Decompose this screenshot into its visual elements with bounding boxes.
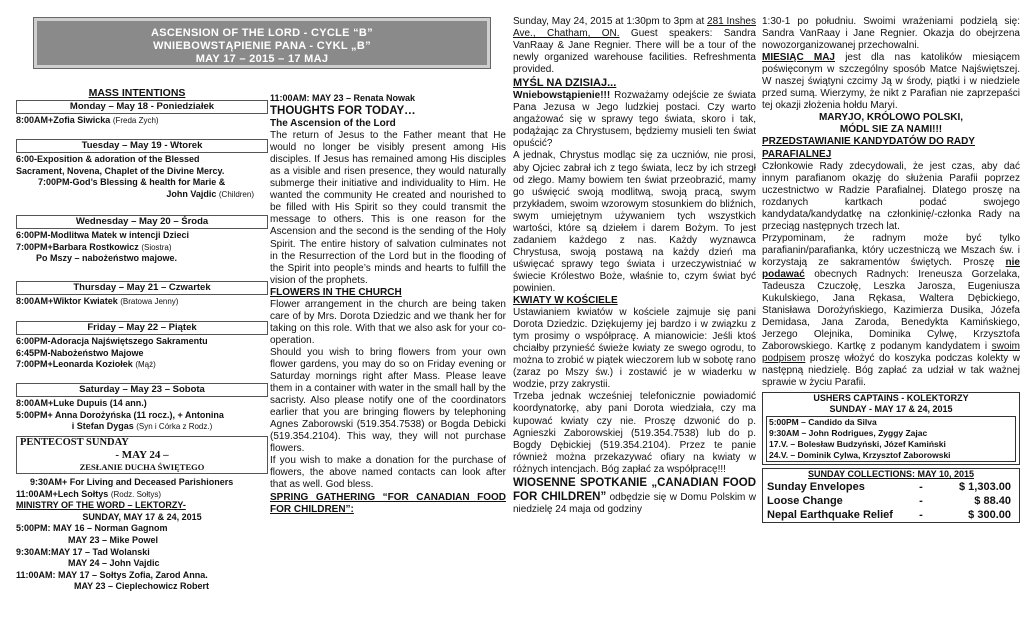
collection-row: Nepal Earthquake Relief - $ 300.00 <box>767 509 1011 522</box>
mass-intentions-title: MASS INTENTIONS <box>88 87 186 99</box>
monday-block <box>16 100 268 127</box>
rady-paragraph-2: Przypominam, że radnym może być tylko parafianin/parafianka, który uczestniczą we Mszach św. i korzystają ze sakramentów świętych. Proszę nie podawać obecnych Radnych: Ireneusza Gorzelaka, Tadeusza Czuczołę, Leszka Jarosza, Eugeniusza Kukulskiego, Jana Rękasa, Waltera Dębickiego, Stanisława Dorożyńskiego, Kazimierza Dusika, Józefa Demidasa, Jana Zaroda, Benedykta Kamińskiego, Jerzego Olejnika, Dominika Cylwę, Krzysztofa Zaborowskiego. Kartkę z podanym kandydatem i swoim podpisem proszę włożyć do koszyka podczas kolekty w następną niedzielę. Bóg zapłać za udział w tak ważnej sprawie w życiu Parafii. <box>762 232 1020 389</box>
lector-line: 9:30AM:MAY 17 – Tad Wolanski <box>16 546 150 557</box>
lector-line: MAY 23 – Mike Powel <box>68 534 159 545</box>
day-header-tuesday: Tuesday – May 19 - Wtorek <box>16 139 268 153</box>
flowers-heading: FLOWERS IN THE CHURCH <box>270 286 402 298</box>
saturday-block <box>16 383 268 433</box>
lectors-heading: MINISTRY OF THE WORD – LEKTORZY- <box>16 500 186 511</box>
intention-line: 7:00PM+Barbara Rostkowicz (Siostra) <box>16 241 172 252</box>
tuesday-block <box>16 139 268 200</box>
collection-row: Loose Change - $ 88.40 <box>767 495 1011 508</box>
ascension-heading: The Ascension of the Lord <box>270 118 396 130</box>
lector-line: 11:00AM: MAY 17 – Sołtys Zofia, Zarod Anna. <box>16 569 208 580</box>
spring-gathering-details: Sunday, May 24, 2015 at 1:30pm to 3pm at 281 Inshes Ave., Chatham, ON. Guest speakers: Sandra VanRaay & Jane Regnier. There will be a tour of the newly organized warehouse facilities. Refreshmenta provided. <box>513 16 756 76</box>
collection-row: Sunday Envelopes - $ 1,303.00 <box>767 481 1011 494</box>
sunday-block <box>16 477 268 593</box>
collections-box <box>762 468 1020 523</box>
intention-line: 6:00PM-Modlitwa Matek w intencji Dzieci <box>16 230 190 240</box>
lectors-date: SUNDAY, MAY 17 & 24, 2015 <box>82 511 202 522</box>
usher-line: 17.V. – Bolesław Budzyński, Józef Kamiński <box>769 439 946 450</box>
usher-line: 9:30AM – John Rodrigues, Zyggy Zajac <box>769 428 928 439</box>
intention-line: Sacrament, Novena, Chaplet of the Divine Mercy. <box>16 165 225 176</box>
usher-line: 24.V. – Dominik Cylwa, Krzysztof Zaborowski <box>769 450 951 461</box>
polish-articles-column <box>513 0 756 622</box>
mass-intentions-column <box>6 0 268 622</box>
spring-gathering-heading: SPRING GATHERING “FOR CANADIAN FOOD FOR CHILDREN”: <box>270 491 506 515</box>
pentecost-date: - MAY 24 – <box>115 449 169 461</box>
intention-line: 8:00AM+Zofia Siwicka (Freda Zych) <box>16 115 159 125</box>
flowers-paragraph-3: If you wish to make a donation for the purchase of flowers, the above named contacts can look after that as well. God bless. <box>270 455 506 491</box>
ushers-date: SUNDAY - MAY 17 & 24, 2015 <box>829 404 953 415</box>
friday-block <box>16 321 268 371</box>
usher-line: 5:00PM – Candido da Silva <box>769 417 877 428</box>
header-line-2: WNIEBOWSTĄPIENIE PANA - CYKL „B” <box>153 40 371 52</box>
lector-line: MAY 23 – Cieplechowicz Robert <box>74 581 210 592</box>
collections-title: SUNDAY COLLECTIONS: MAY 10, 2015 <box>807 469 975 480</box>
rady-heading: PRZEDSTAWIANIE KANDYDATÓW DO RADY PARAFIALNEJ <box>762 136 975 160</box>
maryjo-line-1: MARYJO, KRÓLOWO POLSKI, <box>818 112 964 124</box>
mysl-paragraph-1: Wniebowstąpienie!!! Rozważamy odejście ze świata Pana Jezusa w Jego ludzkiej postaci. Czy warto angażować się w sprawy tego świata, skoro i tak, podążając za Chrystusem, będziemy musieli ten świat opuścić? <box>513 90 756 150</box>
thoughts-heading: THOUGHTS FOR TODAY… <box>270 105 416 118</box>
intention-line: 6:45PM-Nabożeństwo Majowe <box>16 347 144 358</box>
intention-line: 11:00AM+Lech Sołtys (Rodz. Sołtys) <box>16 488 162 499</box>
reader-line: 11:00AM: MAY 23 – Renata Nowak <box>270 93 416 103</box>
intention-line: 9:30AM+ For Living and Deceased Parishioners <box>30 477 234 487</box>
kwiaty-heading: KWIATY W KOŚCIELE <box>513 295 618 307</box>
maryjo-line-2: MÓDL SIE ZA NAMI!!! <box>839 124 943 136</box>
english-articles-column <box>270 0 506 622</box>
intention-line: Po Mszy – nabożeństwo majowe. <box>36 253 178 264</box>
ushers-box <box>762 392 1020 465</box>
intention-line: 7:00PM-God’s Blessing & health for Marie & <box>38 177 226 188</box>
day-header-wednesday: Wednesday – May 20 – Środa <box>16 215 268 229</box>
day-header-friday: Friday – May 22 – Piątek <box>16 321 268 335</box>
intention-line: 5:00PM+ Anna Dorożyńska (11 rocz.), + Antonina <box>16 409 224 420</box>
intention-line: 7:00PM+Leonarda Koziołek (Mąż) <box>16 359 156 370</box>
mysl-heading: MYŚL NA DZISIAJ... <box>513 77 617 90</box>
ushers-title: USHERS CAPTAINS - KOLEKTORZY <box>813 393 969 404</box>
day-header-saturday: Saturday – May 23 – Sobota <box>16 383 268 397</box>
pentecost-polish: ZESŁANIE DUCHA ŚWIĘTEGO <box>79 462 205 472</box>
flowers-paragraph-2: Should you wish to bring flowers from your own flower gardens, you may do so on Friday evening or Saturday mornings right after Mass. Please leave them in a container with water in the small hall by the sacristy. Also please notify one of the coordinators earlier that you are bringing flowers by telephoning Agnes Zaborowski (519.354.7538) or Bogda Debicki (519.354.2104). This way, they will not purchase flowers. <box>270 346 506 455</box>
flowers-paragraph-1: Flower arrangement in the church are being taken care of by Mrs. Dorota Dziedzic and we thank her for taking on this role. With that we also ask for your co-operation. <box>270 298 506 346</box>
intention-line: i Stefan Dygas (Syn i Córka z Rodz.) <box>71 421 213 432</box>
thursday-block <box>16 281 268 308</box>
kwiaty-paragraph-2: Trzeba jednak wcześniej telefonicznie powiadomić koordynatorkę, aby pani Dorota wiedziała, czy ma kupować kwiaty czy nie. Proszę dzwonić do p. Agnieszki Zaborowskiej (519.354.7538) lub do p. Bogdy Dębickiej (519.354.2104). Przez te panie również można przekazywać ofiary na kwiaty w różnych intencjach. Bóg zapłać za współpracę!!! <box>513 391 756 475</box>
wednesday-block <box>16 215 268 265</box>
announcements-column <box>762 0 1020 622</box>
pentecost-box <box>16 436 268 474</box>
rady-paragraph-1: Członkowie Rady zdecydowali, że jest czas, aby dać innym parafianom okazję do służenia Parafii poprzez uczestnictwo w Radzie Parafialnej. Dlatego proszę na rozdanych kartkach podać swojego kandydata/kandydatkę na członkinię/-członka Rady na przeciąg następnych trzech lat. <box>762 160 1020 232</box>
header-line-3: MAY 17 – 2015 – 17 MAJ <box>195 53 329 65</box>
kwiaty-paragraph-1: Ustawianiem kwiatów w kościele zajmuje się pani Dorota Dziedzic. Dziękujemy jej bardzo i w związku z tym prosimy o współpracę. A mianowicie: Jeśli ktoś chciałby przynieść świeże kwiaty ze swego ogrodu, to można to zrobić w piątek wieczorem lub w sobotę rano (zaraz po Mszy św.) i zostawić je w wiaderku w wodzie, przy zakrystii. <box>513 307 756 391</box>
lector-line: 5:00PM: MAY 16 – Norman Gagnom <box>16 523 168 534</box>
intention-line: 6:00PM-Adoracja Najświętszego Sakramentu <box>16 336 208 346</box>
spring-gathering-continued: 1:30-1 po południu. Swoimi wrażeniami podzielą się: Sandra VanRaay i Jane Regnier. Okazja do obejrzena nowozorganizowanej przechowalni. <box>762 16 1020 52</box>
intention-line: 6:00-Exposition & adoration of the Blessed <box>16 154 200 164</box>
wiosenne-paragraph: WIOSENNE SPOTKANIE „CANADIAN FOOD FOR CHILDREN” odbędzie się w Domu Polskim w niedzielę 24 maja od godziny <box>513 476 756 515</box>
intention-line: John Vajdic (Children) <box>166 188 254 199</box>
pentecost-title: PENTECOST SUNDAY <box>20 437 129 448</box>
miesiac-maj-paragraph: MIESIĄC MAJ jest dla nas katolików miesiącem poświęconym w szczególny sposób Matce Najświętszej. W naszej świątyni czcimy Ją w środy, piątki i w niedziele przed sumą. Wierzymy, że nikt z Parafian nie zaprzepaści tej okazji złożenia hołdu Maryi. <box>762 52 1020 112</box>
intention-line: 8:00AM+Wiktor Kwiatek (Bratowa Jenny) <box>16 296 179 306</box>
day-header-thursday: Thursday – May 21 – Czwartek <box>16 281 268 295</box>
header-line-1: ASCENSION OF THE LORD - CYCLE “B” <box>151 27 373 39</box>
day-header-monday: Monday – May 18 - Poniedziałek <box>16 100 268 114</box>
ascension-paragraph: The return of Jesus to the Father meant that He would no longer be visibly present among His disciples. If Jesus has remained among His disciples as a visible and risen presence, they would naturally submerge their initiative and individuality to Him. He wanted the community He created and nourished to be filled with His Spirit so they could transmit the message to others. This is one reason for the Ascension and the second is the sending of the Holy Spirit. The entire history of salvation culminates not in the Resurrection of the Lord but in the flooding of the Spirit into people’s minds and hearts to fulfill the vision of the prophets. <box>270 130 506 286</box>
mysl-paragraph-2: A jednak, Chrystus modląc się za uczniów, nie prosi, aby Ojciec zabrał ich z tego świata, lecz by ich strzegł od złego. Mamy bowiem ten świat przeobrazić, mamy go uświęcić swoją modlitwą, swoją pracą, swym przykładem, swoim wzorowym stosunkiem do bliźnich, swym umiejętnym używaniem tych wszystkich wartości, które są dziełem i darem Bożym. To jest zadaniem każdego z nas. Każdy wyznawca Chrystusa, swoją postawą na każdy dzień ma uświęcać sprawy tego świata i urzeczywistniać w świecie Królestwo Boże, właśnie to, czym świat być powinien. <box>513 150 756 294</box>
lector-line: MAY 24 – John Vajdic <box>68 558 160 569</box>
intention-line: 8:00AM+Luke Dupuis (14 ann.) <box>16 398 147 408</box>
